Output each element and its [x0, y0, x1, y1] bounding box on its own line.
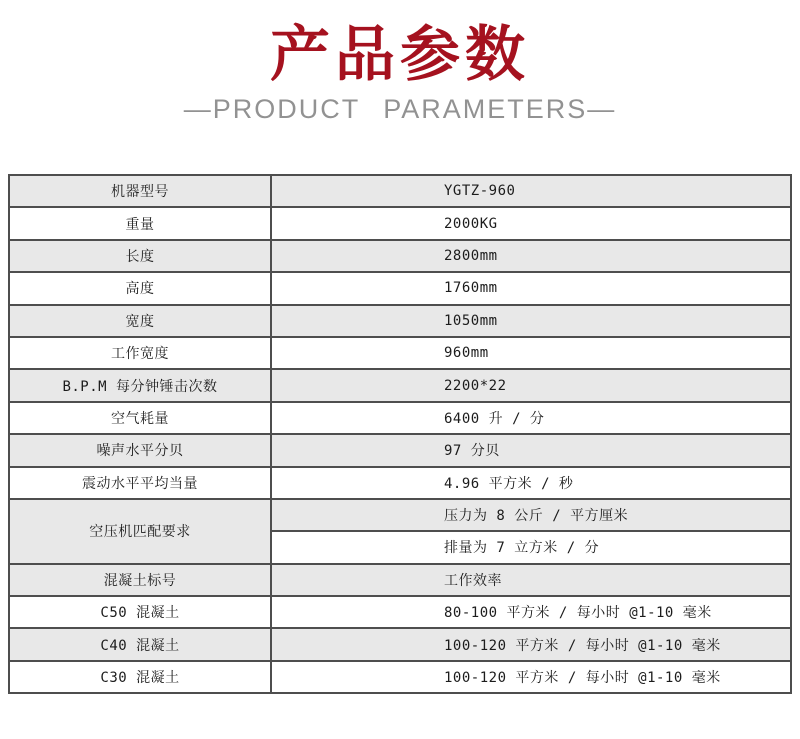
table-row: [9, 207, 791, 239]
param-label: C50 混凝土: [9, 596, 271, 628]
param-label: 工作宽度: [9, 337, 271, 369]
table-row: [9, 402, 791, 434]
table-row: [9, 467, 791, 499]
param-value: 排量为 7 立方米 / 分: [271, 531, 791, 563]
page-title: 产品参数: [270, 20, 530, 90]
table-row: [9, 305, 791, 337]
param-value: 4.96 平方米 / 秒: [271, 467, 791, 499]
table-row: [9, 272, 791, 304]
parameters-table: [8, 174, 792, 694]
table-row: [9, 175, 791, 207]
param-value: 97 分贝: [271, 434, 791, 466]
param-label: 空气耗量: [9, 402, 271, 434]
table-row: [9, 661, 791, 693]
header: [0, 20, 800, 125]
param-value: 100-120 平方米 / 每小时 @1-10 毫米: [271, 628, 791, 660]
table-row: [9, 337, 791, 369]
param-label: C30 混凝土: [9, 661, 271, 693]
param-label: 混凝土标号: [9, 564, 271, 596]
table-row: [9, 434, 791, 466]
param-value: YGTZ-960: [271, 175, 791, 207]
param-value: 工作效率: [271, 564, 791, 596]
table-row: [9, 240, 791, 272]
param-value: 100-120 平方米 / 每小时 @1-10 毫米: [271, 661, 791, 693]
table-row: [9, 628, 791, 660]
table-row: [9, 596, 791, 628]
param-value: 1760mm: [271, 272, 791, 304]
table-row: [9, 499, 791, 531]
param-label: B.P.M 每分钟锤击次数: [9, 369, 271, 401]
param-label: 高度: [9, 272, 271, 304]
param-label: 重量: [9, 207, 271, 239]
param-value: 80-100 平方米 / 每小时 @1-10 毫米: [271, 596, 791, 628]
param-label: 长度: [9, 240, 271, 272]
table-row: [9, 369, 791, 401]
param-value: 2800mm: [271, 240, 791, 272]
param-label: 机器型号: [9, 175, 271, 207]
param-value: 6400 升 / 分: [271, 402, 791, 434]
parameters-table-body: [9, 175, 791, 693]
param-value: 960mm: [271, 337, 791, 369]
param-value: 压力为 8 公斤 / 平方厘米: [271, 499, 791, 531]
param-label: 震动水平平均当量: [9, 467, 271, 499]
table-row: [9, 564, 791, 596]
param-label: C40 混凝土: [9, 628, 271, 660]
param-value: 2000KG: [271, 207, 791, 239]
param-label: 空压机匹配要求: [9, 499, 271, 564]
param-value: 2200*22: [271, 369, 791, 401]
param-label: 宽度: [9, 305, 271, 337]
param-value: 1050mm: [271, 305, 791, 337]
page-subtitle: —PRODUCT PARAMETERS—: [183, 94, 617, 124]
param-label: 噪声水平分贝: [9, 434, 271, 466]
